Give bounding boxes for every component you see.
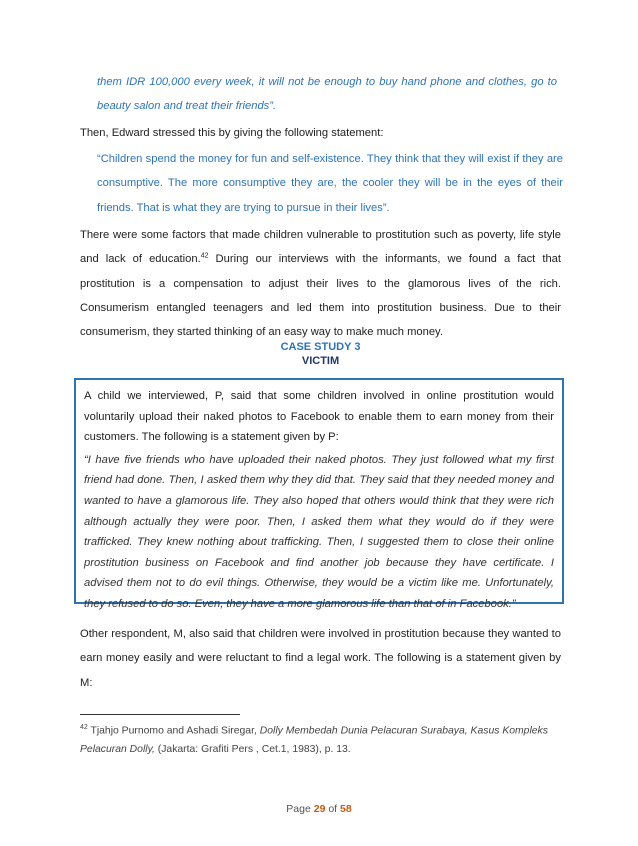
quote-continuation: them IDR 100,000 every week, it will not be enough to buy hand phone and clothes, go to beauty salon and treat their friends”.: [97, 76, 557, 113]
footnote-title: Dolly Membedah Dunia Pelacuran Surabaya, Kasus Kompleks Pelacuran Dolly,: [80, 725, 548, 756]
page-total: 58: [340, 803, 352, 815]
case-study-title: CASE STUDY 3: [280, 341, 361, 353]
page-current: 29: [313, 803, 326, 815]
page-prefix: Page: [286, 803, 314, 815]
edward-intro: Then, Edward stressed this by giving the following statement:: [80, 127, 384, 139]
footnote-number: 42: [80, 724, 88, 731]
footnote-publisher: (Jakarta: Grafiti Pers , Cet.1, 1983), p. 13.: [154, 744, 351, 756]
factors-text-2: During our interviews with the informants, we found a fact that prostitution is a compensation to adjust their lives to the glamorous lives of the rich. Consumerism entangled teenagers and led them into prostitution business. Due to their consumerism, they started thinking of an easy way to make much money.: [80, 253, 561, 339]
factors-paragraph: [80, 223, 561, 344]
edward-quote: “Children spend the money for fun and self-existence. They think that they will exist if they are consumptive. The more consumptive they are, the cooler they will be in the eyes of their friends. That is what they are trying to pursue in their lives”.: [97, 153, 563, 214]
case-study-subtitle: VICTIM: [301, 355, 340, 367]
footnote-divider: [80, 714, 240, 715]
factors-text-1: There were some factors that made children vulnerable to prostitution such as poverty, life style and lack of education.: [80, 229, 561, 266]
footnote-authors: Tjahjo Purnomo and Ashadi Siregar,: [87, 725, 260, 737]
case-study-box: [74, 378, 564, 610]
case-study-intro: A child we interviewed, P, said that some children involved in online prostitution would voluntarily upload their naked photos to Facebook to enable them to earn money from their customers. The following is a statement given by P:: [84, 390, 554, 444]
respondent-m-paragraph: Other respondent, M, also said that children were involved in prostitution because they wanted to earn money easily and were reluctant to find a legal work. The following is a statement given by M:: [80, 628, 561, 689]
case-study-heading: [80, 340, 561, 368]
page-number: [0, 803, 638, 815]
page-middle: of: [325, 803, 341, 815]
case-study-quote: “I have five friends who have uploaded their naked photos. They just followed what my first friend had done. Then, I asked them why they did that. They said that they needed money and wanted to have a glamorous life. They also hoped that others would think that they were rich although actually they were poor. Then, I asked them what they would do if they were trafficked. They knew nothing about trafficking. Then, I suggested them to close their online prostitution business on Facebook and find another job because they have certificate. I advised them not to do evil things. Otherwise, they would be a victim like me. Unfortunately, they refused to do so. Even, they have a more glamorous life than that of in Facebook.”: [84, 453, 554, 610]
footnote: [80, 718, 550, 759]
footnote-ref[interactable]: 42: [200, 252, 209, 260]
